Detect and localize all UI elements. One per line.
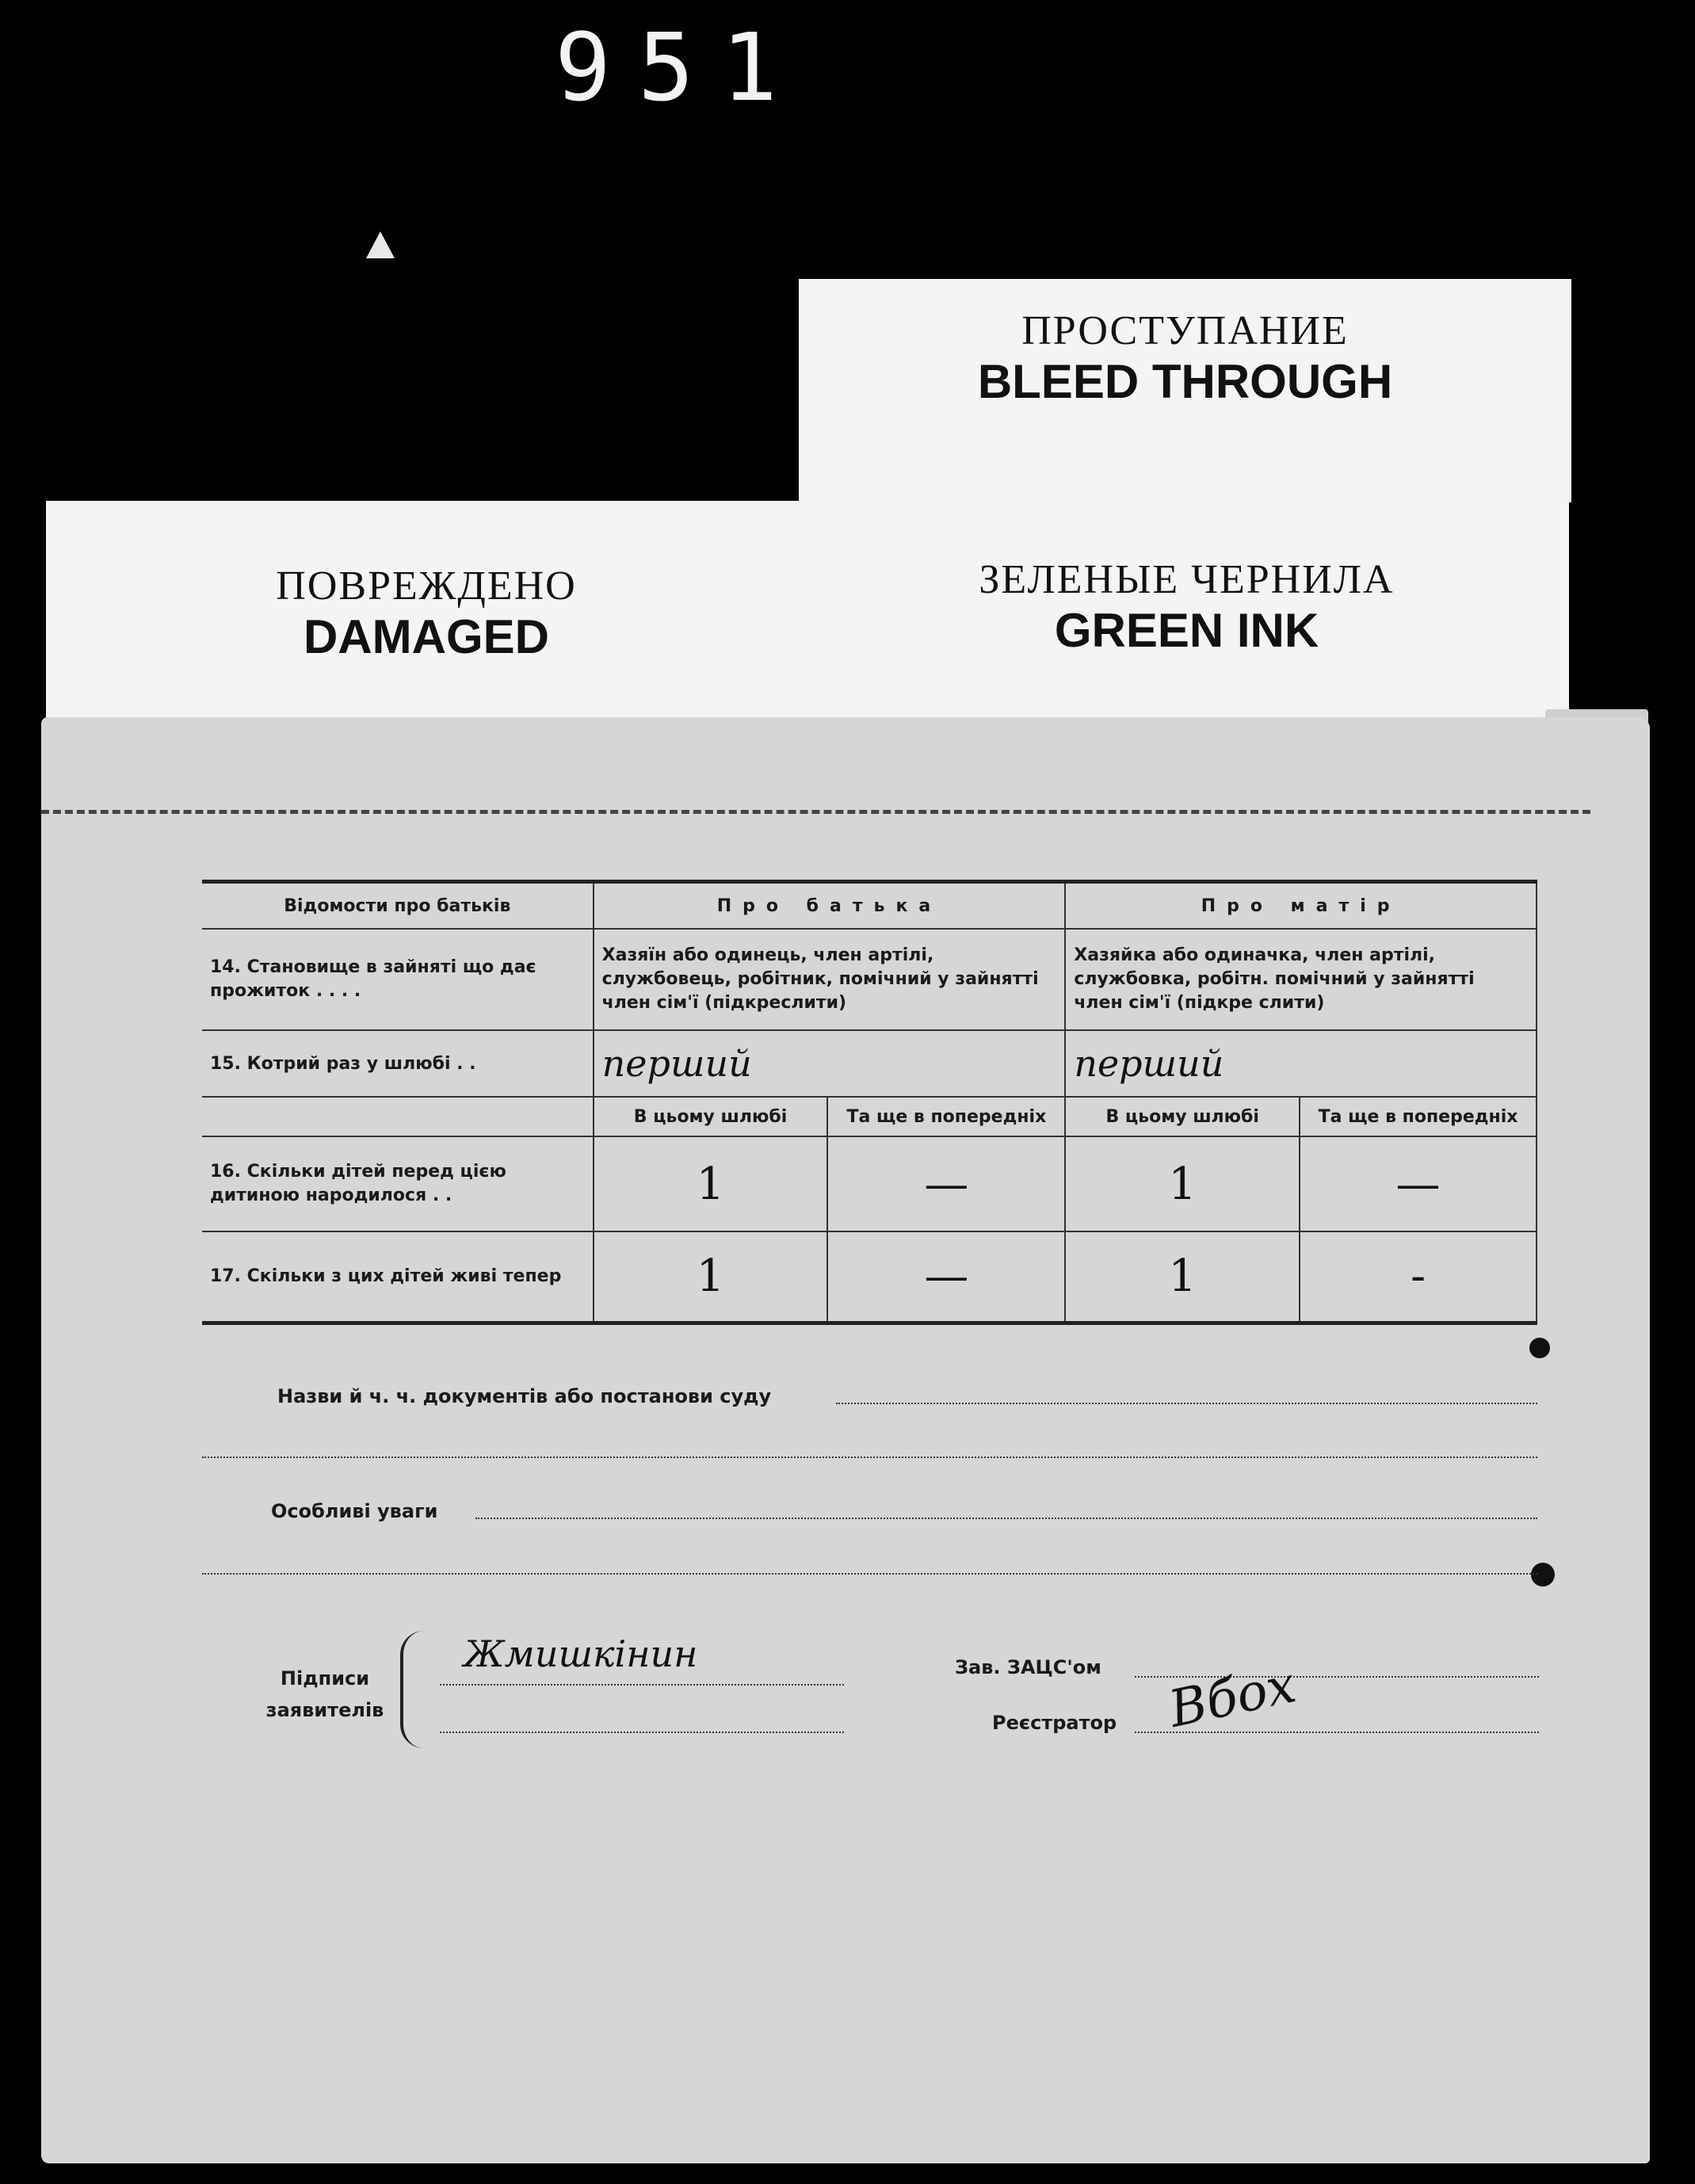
flag-green-ru: ЗЕЛЕНЫЕ ЧЕРНИЛА — [979, 557, 1395, 602]
notes-line — [475, 1518, 1537, 1519]
header-father: Про батька — [594, 882, 1066, 930]
header-parents-info: Відомости про батьків — [202, 882, 594, 930]
question-16: 16. Скільки дітей перед цією дитиною народилося . . — [202, 1136, 594, 1231]
subheader-mother-this: В цьому шлюбі — [1065, 1097, 1300, 1136]
flag-damaged — [46, 501, 807, 753]
applicant-signature: Жмишкінин — [464, 1632, 698, 1675]
mother-occupation-note: Хазяйка або одиначка, член артілі, службовка, робітн. помічний у зайнятті член сім'ї (підкре слити) — [1065, 929, 1537, 1030]
subheader-blank — [202, 1097, 594, 1136]
subheader-father-this: В цьому шлюбі — [594, 1097, 828, 1136]
children-alive-father-this: 1 — [594, 1231, 828, 1323]
notes-label: Особливі уваги — [271, 1500, 438, 1522]
signature-line-1 — [440, 1684, 844, 1686]
question-14: 14. Становище в зайняті що дає прожиток . . . . — [202, 929, 594, 1030]
registrar-signature: Вбох — [1164, 1655, 1301, 1739]
registrar-label: Реєстратор — [992, 1712, 1117, 1734]
head-zags-label: Зав. ЗАЦС'ом — [955, 1656, 1101, 1678]
film-artifact — [366, 231, 395, 258]
documents-line-2 — [202, 1457, 1537, 1458]
paper-hole — [1531, 1563, 1555, 1586]
subheader-father-previous: Та ще в попередніх — [827, 1097, 1065, 1136]
flag-damaged-en: DAMAGED — [303, 610, 549, 663]
documents-label: Назви й ч. ч. документів або постанови суду — [277, 1385, 772, 1407]
question-15: 15. Котрий раз у шлюбі . . — [202, 1030, 594, 1097]
father-marriage-count: перший — [594, 1030, 1066, 1097]
header-mother: Про матір — [1065, 882, 1537, 930]
documents-line — [836, 1403, 1537, 1404]
children-alive-mother-this: 1 — [1065, 1231, 1300, 1323]
parents-info-table — [202, 880, 1537, 1325]
question-17: 17. Скільки з цих дітей живі тепер — [202, 1231, 594, 1323]
dashed-separator — [41, 810, 1590, 814]
paper-hole — [1529, 1338, 1550, 1358]
frame-number: 951 — [555, 13, 805, 122]
flag-bleed-ru: ПРОСТУПАНИЕ — [1021, 308, 1349, 353]
flag-green-ink — [804, 499, 1569, 737]
flag-bleed-through — [799, 279, 1571, 502]
children-born-mother-previous: — — [1300, 1136, 1537, 1231]
notes-line-2 — [202, 1573, 1537, 1575]
signature-line-2 — [440, 1732, 844, 1733]
children-alive-mother-previous: - — [1300, 1231, 1537, 1323]
father-occupation-note: Хазяїн або одинець, член артілі, службовець, робітник, помічний у зайнятті член сім'ї (підкреслити) — [594, 929, 1066, 1030]
signatures-label: Підписи заявителів — [265, 1667, 384, 1721]
flag-bleed-en: BLEED THROUGH — [977, 355, 1393, 408]
children-alive-father-previous: — — [827, 1231, 1065, 1323]
flag-damaged-ru: ПОВРЕЖДЕНО — [276, 563, 577, 609]
flag-green-en: GREEN INK — [1054, 604, 1319, 657]
children-born-mother-this: 1 — [1065, 1136, 1300, 1231]
mother-marriage-count: перший — [1065, 1030, 1537, 1097]
subheader-mother-previous: Та ще в попередніх — [1300, 1097, 1537, 1136]
brace — [400, 1631, 424, 1748]
children-born-father-previous: — — [827, 1136, 1065, 1231]
children-born-father-this: 1 — [594, 1136, 828, 1231]
